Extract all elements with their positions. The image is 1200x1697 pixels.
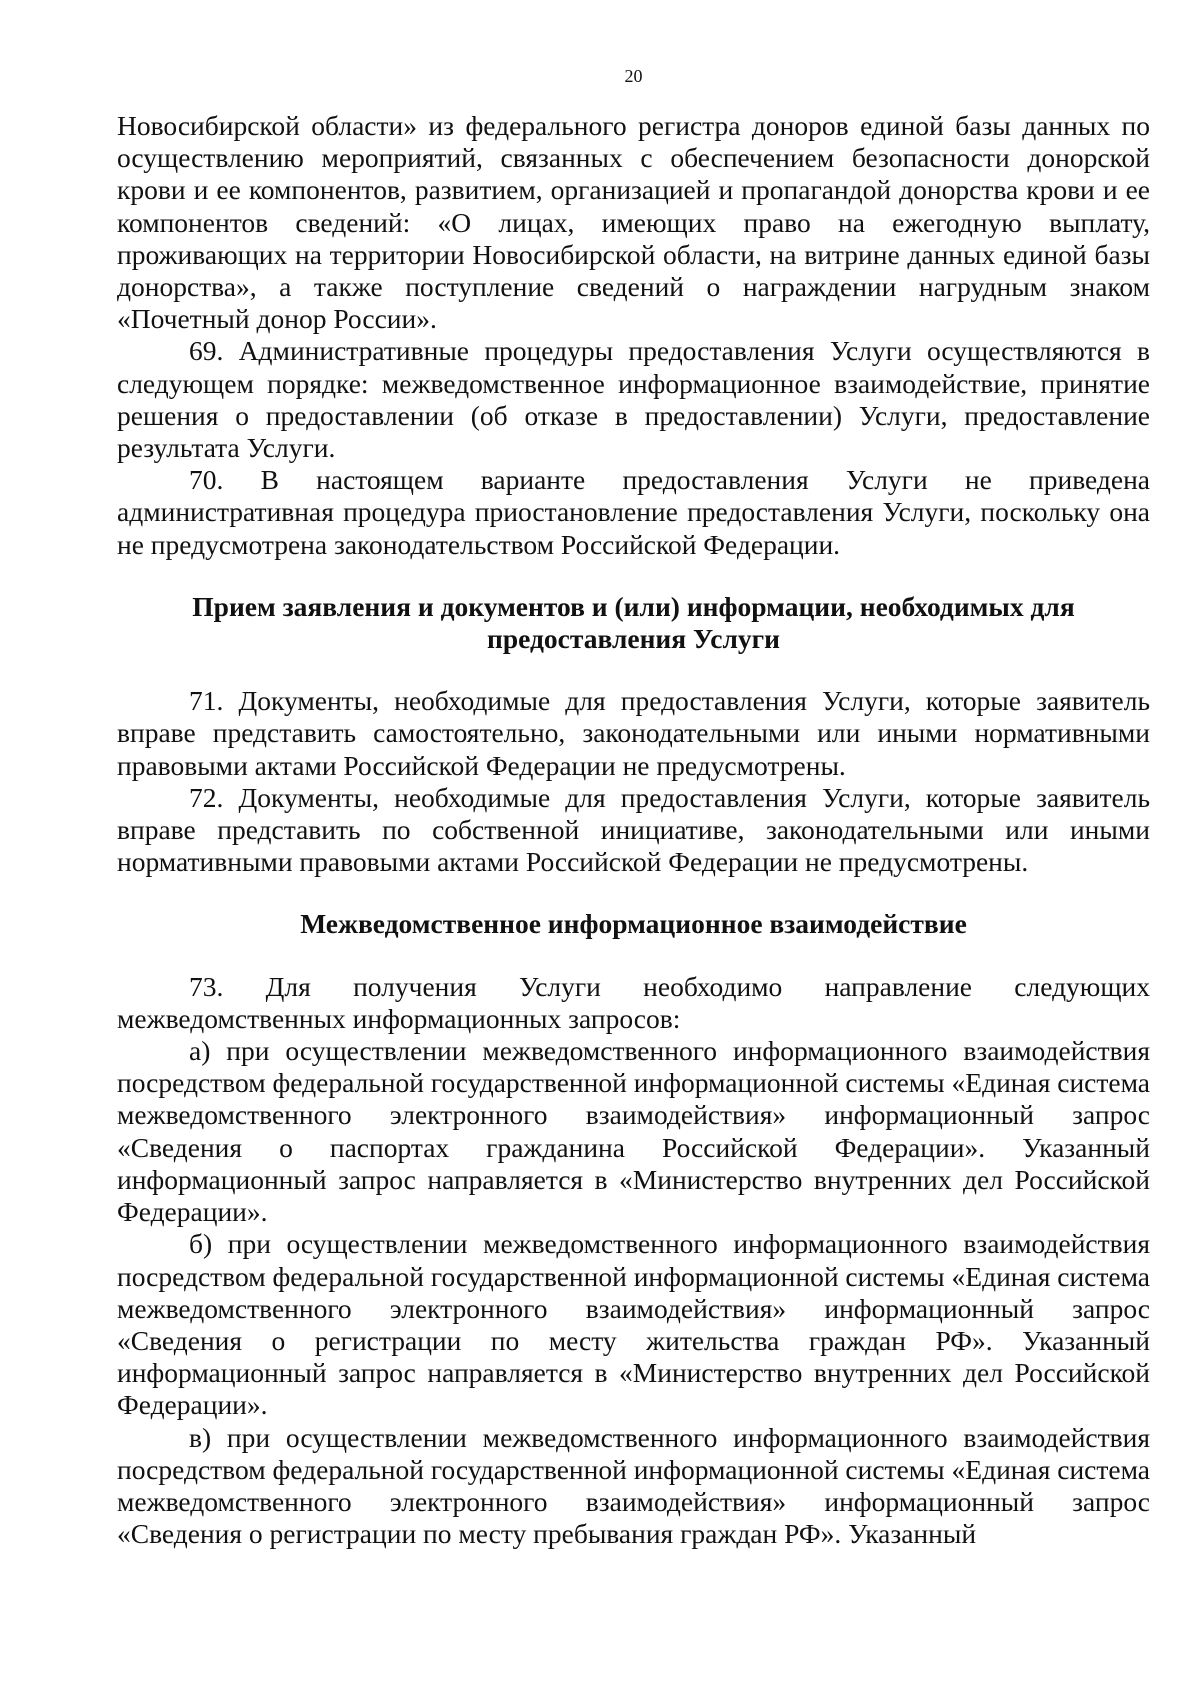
body-paragraph: Новосибирской области» из федерального регистра доноров единой базы данных по осуществлению мероприятий, связанных с обеспечением безопасности донорской крови и ее компонентов, развитием, организацией и пропагандой донорства крови и ее компонентов сведений: «О лицах, имеющих право на ежегодную выплату, проживающих на территории Новосибирской области, на витрине данных единой базы донорства», а также поступление сведений о награждении нагрудным знаком «Почетный донор России».: [117, 110, 1150, 335]
body-paragraph: в) при осуществлении межведомственного информационного взаимодействия посредством федеральной государственной информационной системы «Единая система межведомственного электронного взаимодействия» информационный запрос «Сведения о регистрации по месту пребывания граждан РФ». Указанный: [117, 1421, 1151, 1550]
body-paragraph: 73. Для получения Услуги необходимо направление следующих межведомственных информационных запросов:: [117, 970, 1150, 1034]
body-paragraph: 71. Документы, необходимые для предоставления Услуги, которые заявитель вправе представить самостоятельно, законодательными или иными нормативными правовыми актами Российской Федерации не предусмотрены.: [117, 685, 1150, 781]
section-heading: Межведомственное информационное взаимодействие: [300, 908, 967, 940]
page-number: 20: [624, 66, 643, 86]
document-body: [117, 110, 1150, 1550]
body-paragraph: 70. В настоящем варианте предоставления Услуги не приведена административная процедура приостановление предоставления Услуги, поскольку она не предусмотрена законодательством Российской Федерации.: [117, 464, 1150, 560]
body-paragraph: 69. Административные процедуры предоставления Услуги осуществляются в следующем порядке: межведомственное информационное взаимодействие, принятие решения о предоставлении (об отказе в предоставлении) Услуги, предоставление результата Услуги.: [117, 335, 1150, 464]
body-paragraph: б) при осуществлении межведомственного информационного взаимодействия посредством федеральной государственной информационной системы «Единая система межведомственного электронного взаимодействия» информационный запрос «Сведения о регистрации по месту жительства граждан РФ». Указанный информационный запрос направляется в «Министерство внутренних дел Российской Федерации».: [117, 1228, 1151, 1421]
body-paragraph: а) при осуществлении межведомственного информационного взаимодействия посредством федеральной государственной информационной системы «Единая система межведомственного электронного взаимодействия» информационный запрос «Сведения о паспортах гражданина Российской Федерации». Указанный информационный запрос направляется в «Министерство внутренних дел Российской Федерации».: [117, 1035, 1151, 1228]
section-heading: Прием заявления и документов и (или) информации, необходимых для предоставления Услуги: [192, 590, 1075, 655]
body-paragraph: 72. Документы, необходимые для предоставления Услуги, которые заявитель вправе представить по собственной инициативе, законодательными или иными нормативными правовыми актами Российской Федерации не предусмотрены.: [117, 781, 1150, 878]
